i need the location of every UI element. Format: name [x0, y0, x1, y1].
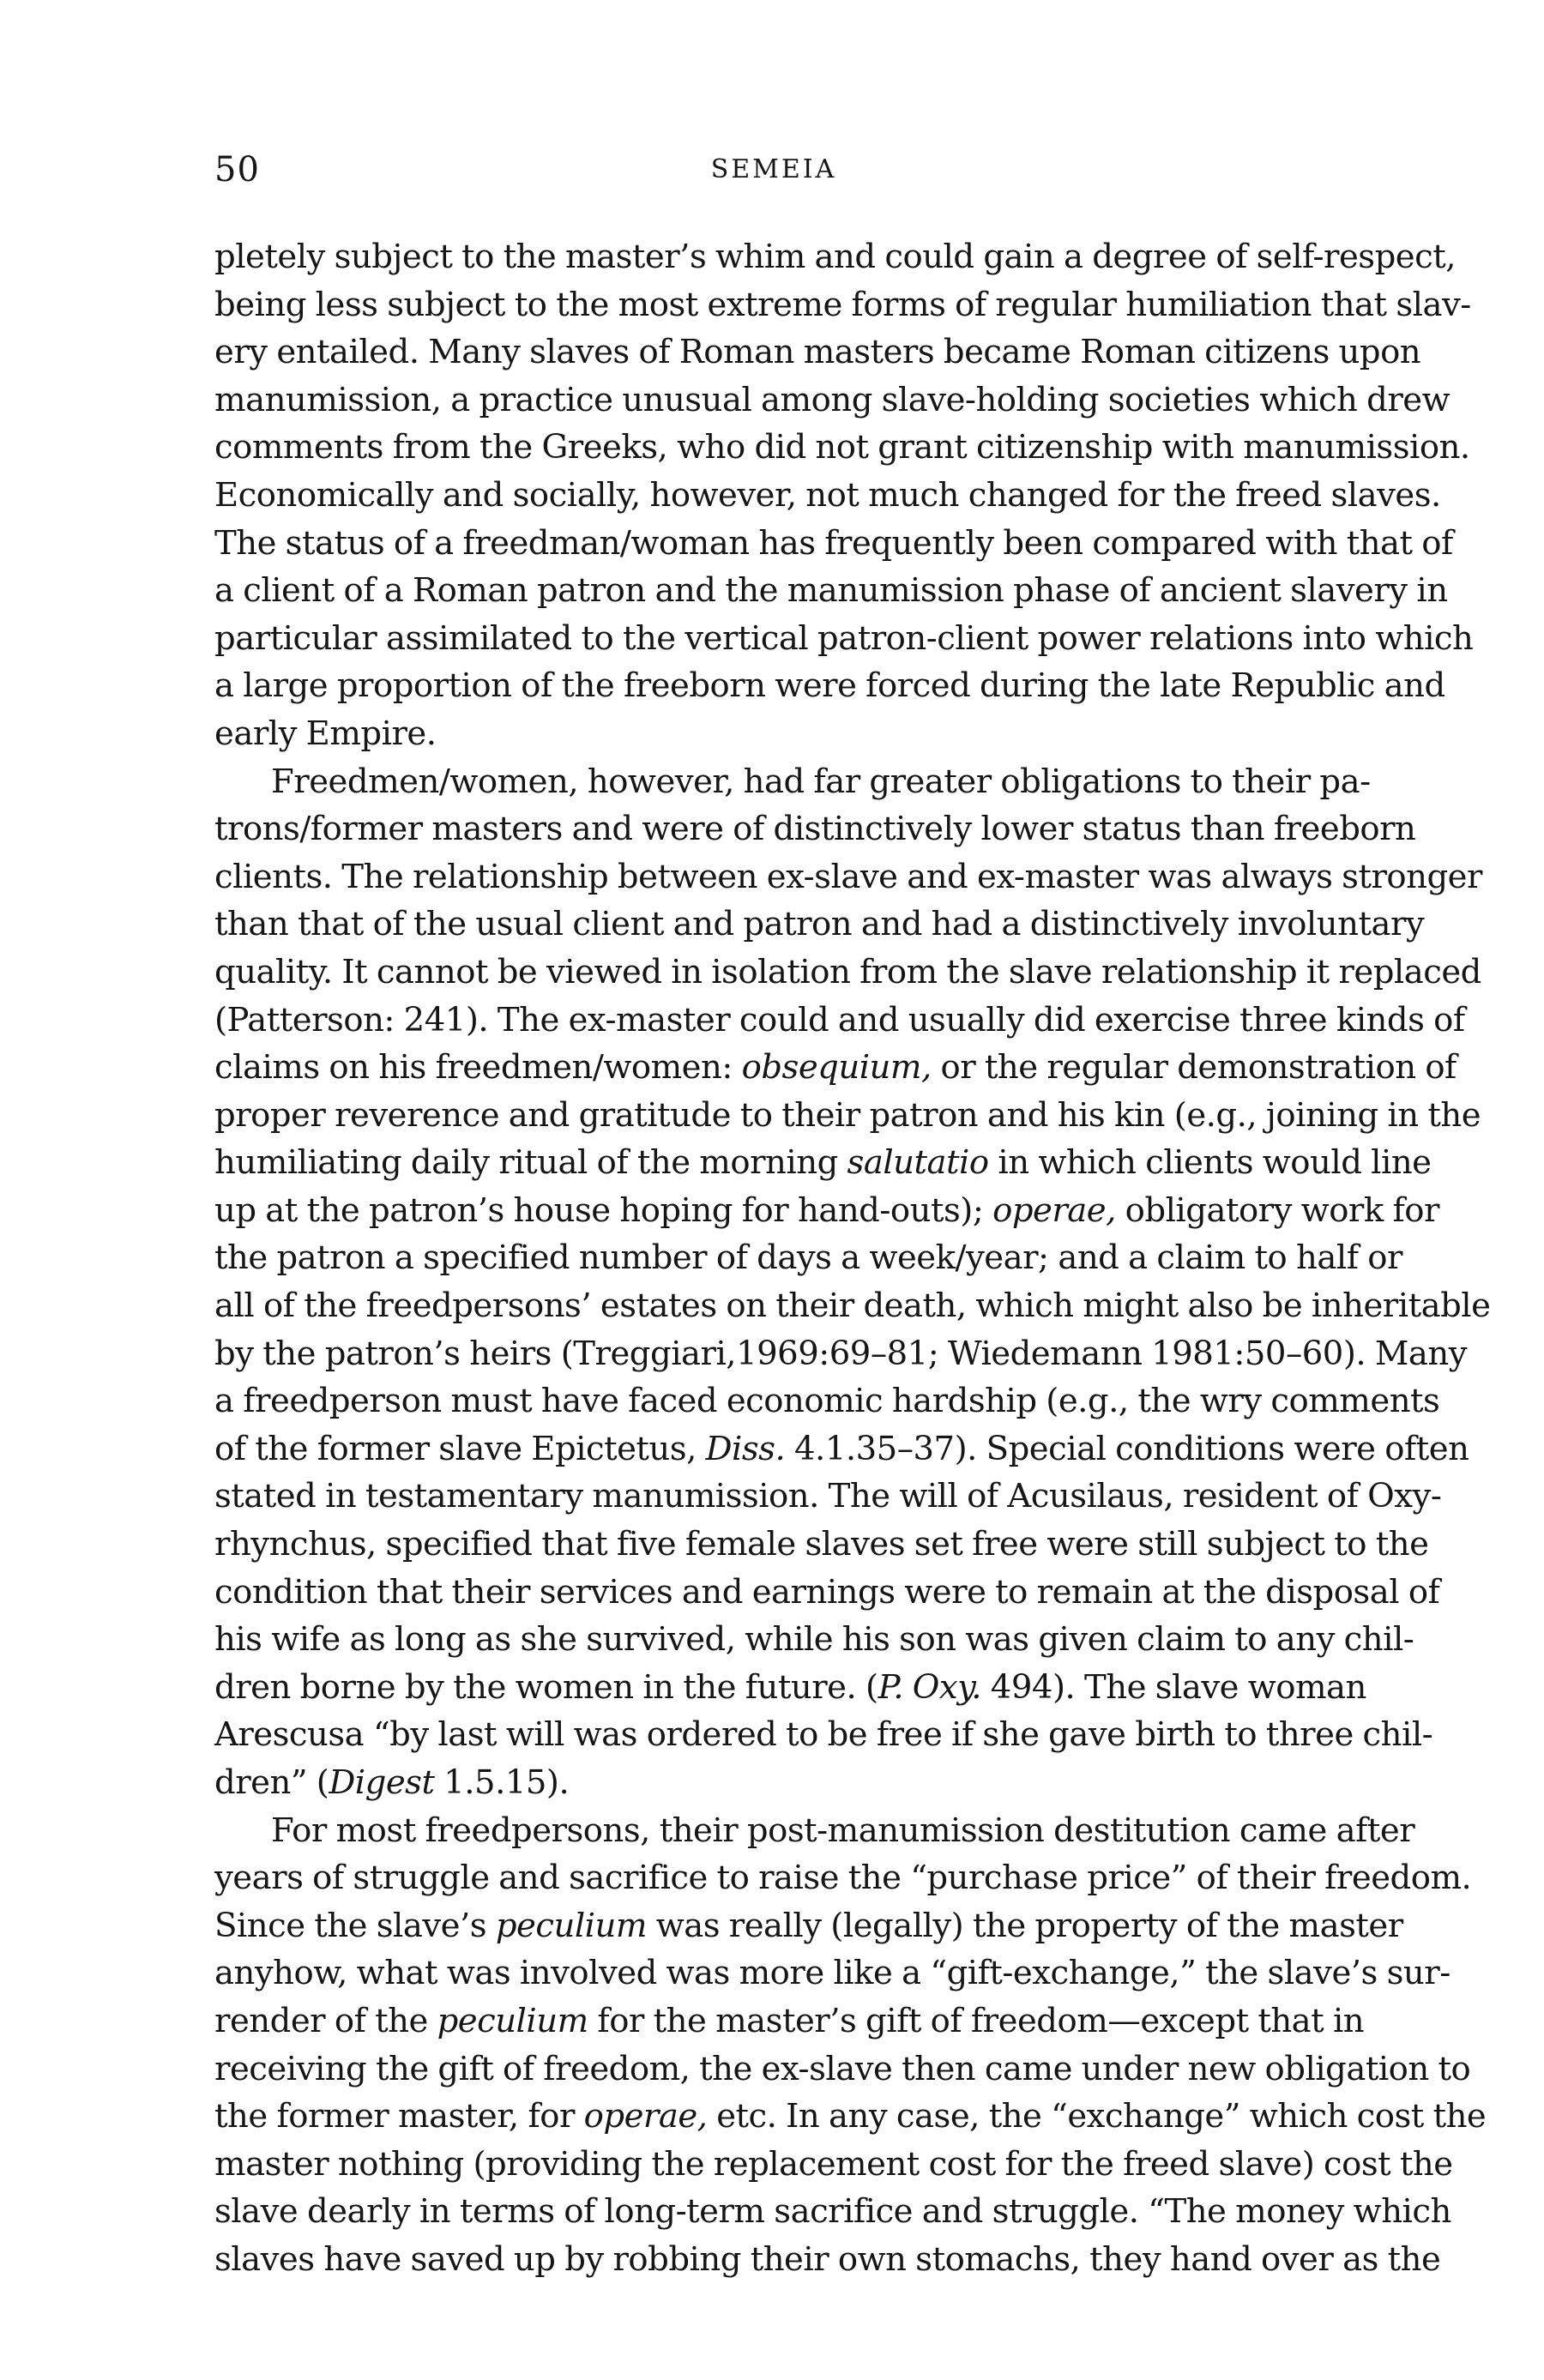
text-run: (Patterson: 241). The ex-master could and usually did exercise three kinds of	[214, 1000, 1465, 1039]
text-line	[214, 424, 1470, 472]
text-run: dren” (	[214, 1763, 329, 1802]
text-run: for the master’s gift of freedom—except that in	[588, 2001, 1365, 2040]
text-line	[214, 1139, 1432, 1187]
text-line	[214, 520, 1453, 568]
text-run: rhynchus, specified that five female slaves set free were still subject to the	[214, 1525, 1429, 1564]
text-run: slaves have saved up by robbing their own stomachs, they hand over as the	[214, 2239, 1441, 2279]
text-run: in which clients would line	[988, 1143, 1432, 1183]
text-line	[214, 2093, 1487, 2141]
text-line	[214, 997, 1465, 1045]
page-number: 50	[214, 150, 260, 190]
text-run: etc. In any case, the “exchange” which cost the	[707, 2097, 1487, 2136]
text-line	[214, 1807, 1415, 1855]
text-run: Freedmen/women, however, had far greater obligations to their pa-	[271, 762, 1371, 801]
text-line	[214, 2141, 1453, 2189]
paragraph	[214, 758, 1491, 1807]
text-line	[214, 1854, 1472, 1902]
text-run: receiving the gift of freedom, the ex-slave then came under new obligation to	[214, 2049, 1471, 2088]
text-line	[214, 1187, 1439, 1235]
text-line	[214, 567, 1448, 615]
text-line	[214, 1664, 1366, 1712]
text-line	[214, 1044, 1457, 1092]
journal-title: SEMEIA	[710, 154, 837, 184]
text-run: stated in testamentary manumission. The will of Acusilaus, resident of Oxy-	[214, 1477, 1442, 1516]
text-run: dren borne by the women in the future. (	[214, 1667, 878, 1707]
text-line	[214, 2188, 1451, 2236]
text-run: of the former slave Epictetus,	[214, 1429, 706, 1468]
text-run: a client of a Roman patron and the manumission phase of ancient slavery in	[214, 571, 1448, 611]
text-run: Arescusa “by last will was ordered to be free if she gave birth to three chil-	[214, 1715, 1433, 1755]
text-run: up at the patron’s house hoping for hand-outs);	[214, 1190, 993, 1230]
italic-text: peculium	[437, 2001, 588, 2040]
text-run: slave dearly in terms of long-term sacrifice and struggle. “The money which	[214, 2192, 1451, 2232]
body-text	[214, 233, 1491, 2284]
text-line	[214, 1616, 1414, 1664]
italic-text: operae,	[583, 2097, 708, 2136]
text-run: comments from the Greeks, who did not grant citizenship with manumission.	[214, 428, 1470, 467]
text-line	[214, 662, 1445, 710]
italic-text: Diss.	[705, 1429, 786, 1468]
text-line	[214, 281, 1471, 329]
text-line	[214, 805, 1416, 853]
text-line	[214, 1569, 1440, 1617]
text-line	[214, 1330, 1468, 1378]
text-run: trons/former masters and were of distinctively lower status than freeborn	[214, 810, 1416, 849]
text-run: 4.1.35–37). Special conditions were often	[785, 1429, 1469, 1468]
text-run: anyhow, what was involved was more like a “gift-exchange,” the slave’s sur-	[214, 1954, 1451, 1993]
text-run: or the regular demonstration of	[931, 1048, 1457, 1088]
paragraph	[214, 1807, 1487, 2284]
italic-text: peculium	[495, 1906, 647, 1945]
text-line	[214, 853, 1482, 901]
italic-text: operae,	[992, 1190, 1116, 1230]
running-head	[214, 144, 1333, 196]
text-run: 494). The slave woman	[981, 1667, 1366, 1707]
text-run: quality. It cannot be viewed in isolation from the slave relationship it replaced	[214, 952, 1481, 991]
text-line	[214, 1425, 1469, 1473]
text-run: 1.5.15).	[434, 1763, 570, 1802]
text-line	[214, 472, 1441, 520]
text-run: render of the	[214, 2001, 437, 2040]
text-run: condition that their services and earnings were to remain at the disposal of	[214, 1572, 1440, 1612]
text-line	[214, 949, 1481, 997]
text-line	[214, 233, 1456, 281]
text-line	[214, 2236, 1441, 2284]
text-line	[214, 1949, 1451, 1997]
text-run: a freedperson must have faced economic hardship (e.g., the wry comments	[214, 1382, 1440, 1421]
text-run: proper reverence and gratitude to their patron and his kin (e.g., joining in the	[214, 1095, 1481, 1135]
text-run: The status of a freedman/woman has frequently been compared with that of	[214, 523, 1453, 563]
text-run: the former master, for	[214, 2097, 584, 2136]
text-run: manumission, a practice unusual among slave-holding societies which drew	[214, 380, 1451, 419]
italic-text: salutatio	[847, 1143, 989, 1183]
text-line	[214, 377, 1451, 425]
text-run: a large proportion of the freeborn were forced during the late Republic and	[214, 666, 1445, 706]
text-run: master nothing (providing the replacement cost for the freed slave) cost the	[214, 2144, 1453, 2184]
text-run: ery entailed. Many slaves of Roman masters became Roman citizens upon	[214, 333, 1421, 372]
text-line	[214, 1377, 1440, 1425]
text-line	[214, 710, 1333, 758]
text-run: clients. The relationship between ex-slave and ex-master was always stronger	[214, 857, 1482, 896]
text-line	[214, 758, 1371, 806]
text-line	[214, 1521, 1429, 1569]
text-run: the patron a specified number of days a week/year; and a claim to half or	[214, 1238, 1402, 1278]
text-run: obligatory work for	[1115, 1190, 1439, 1230]
text-run: claims on his freedmen/women:	[214, 1048, 742, 1088]
text-line	[214, 1997, 1365, 2046]
text-line	[214, 901, 1425, 949]
text-run: was really (legally) the property of the master	[646, 1906, 1403, 1945]
text-line	[214, 1473, 1442, 1521]
text-run: Since the slave’s	[214, 1906, 496, 1945]
text-run: years of struggle and sacrifice to raise the “purchase price” of their freedom.	[214, 1859, 1472, 1898]
text-run: all of the freedpersons’ estates on their death, which might also be inheritable	[214, 1286, 1491, 1326]
italic-text: P. Oxy.	[878, 1667, 982, 1707]
text-run: humiliating daily ritual of the morning	[214, 1143, 847, 1183]
paragraph	[214, 233, 1474, 758]
text-line	[214, 1902, 1403, 1950]
text-run: being less subject to the most extreme forms of regular humiliation that slav-	[214, 285, 1471, 324]
text-run: than that of the usual client and patron and had a distinctively involuntary	[214, 905, 1425, 944]
italic-text: Digest	[329, 1763, 435, 1802]
text-line	[214, 328, 1421, 377]
text-line	[214, 1092, 1481, 1140]
text-run: by the patron’s heirs (Treggiari,1969:69–81; Wiedemann 1981:50–60). Many	[214, 1334, 1468, 1373]
italic-text: obsequium,	[741, 1048, 932, 1088]
text-run: For most freedpersons, their post-manumission destitution came after	[271, 1811, 1415, 1850]
text-line	[214, 1282, 1491, 1330]
text-run: particular assimilated to the vertical patron-client power relations into which	[214, 618, 1474, 658]
text-run: early Empire.	[214, 714, 437, 753]
text-line	[214, 1711, 1433, 1759]
text-line	[214, 1234, 1402, 1282]
text-line	[214, 2046, 1471, 2094]
text-run: Economically and socially, however, not much changed for the freed slaves.	[214, 475, 1441, 515]
text-line	[214, 1759, 1333, 1807]
text-run: his wife as long as she survived, while his son was given claim to any chil-	[214, 1620, 1414, 1660]
text-line	[214, 615, 1474, 663]
text-run: pletely subject to the master’s whim and could gain a degree of self-respect,	[214, 238, 1456, 276]
